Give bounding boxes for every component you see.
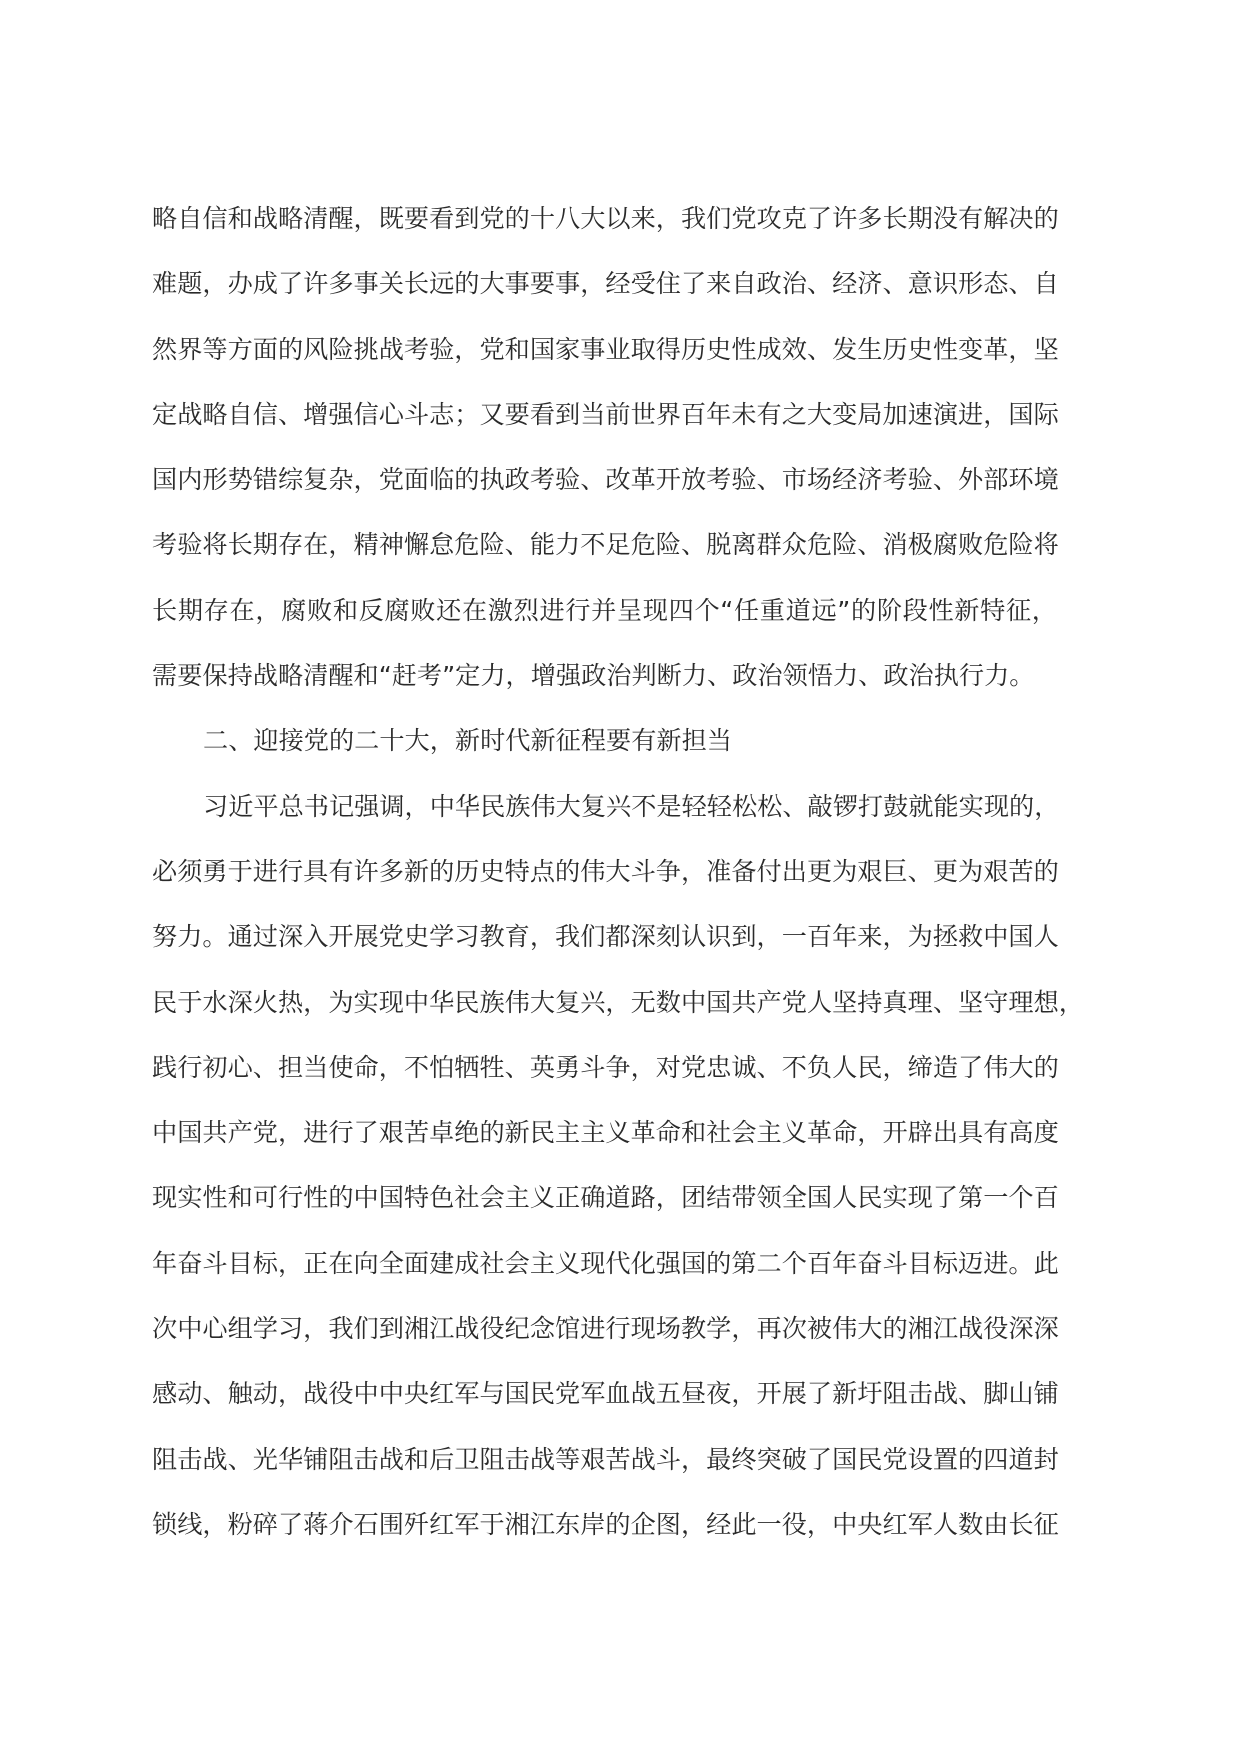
section-heading: 二、迎接党的二十大，新时代新征程要有新担当 (203, 726, 732, 756)
text-line: 需要保持战略清醒和“赶考”定力，增强政治判断力、政治领悟力、政治执行力。 (152, 661, 1035, 691)
body-text (152, 186, 1084, 1557)
text-line: 锁线，粉碎了蒋介石围歼红军于湘江东岸的企图，经此一役，中央红军人数由长征 (152, 1509, 1059, 1539)
text-line: 考验将长期存在，精神懈怠危险、能力不足危险、脱离群众危险、消极腐败危险将 (152, 530, 1059, 560)
text-line: 难题，办成了许多事关长远的大事要事，经受住了来自政治、经济、意识形态、自 (152, 269, 1059, 299)
text-line: 国内形势错综复杂，党面临的执政考验、改革开放考验、市场经济考验、外部环境 (152, 465, 1059, 495)
text-line: 感动、触动，战役中中央红军与国民党军血战五昼夜，开展了新圩阻击战、脚山铺 (152, 1379, 1059, 1409)
text-line: 略自信和战略清醒，既要看到党的十八大以来，我们党攻克了许多长期没有解决的 (152, 204, 1059, 233)
text-line: 然界等方面的风险挑战考验，党和国家事业取得历史性成效、发生历史性变革，坚 (152, 334, 1059, 364)
text-line: 现实性和可行性的中国特色社会主义正确道路，团结带领全国人民实现了第一个百 (152, 1183, 1059, 1213)
text-line: 定战略自信、增强信心斗志；又要看到当前世界百年未有之大变局加速演进，国际 (152, 399, 1059, 429)
text-line: 年奋斗目标，正在向全面建成社会主义现代化强国的第二个百年奋斗目标迈进。此 (152, 1248, 1059, 1278)
text-line: 长期存在，腐败和反腐败还在激烈进行并呈现四个“任重道远”的阶段性新特征， (152, 595, 1057, 625)
text-line: 民于水深火热，为实现中华民族伟大复兴，无数中国共产党人坚持真理、坚守理想， (152, 987, 1084, 1017)
paragraph-first-line: 习近平总书记强调，中华民族伟大复兴不是轻轻松松、敲锣打鼓就能实现的， (203, 791, 1060, 821)
text-line: 努力。通过深入开展党史学习教育，我们都深刻认识到，一百年来，为拯救中国人 (152, 922, 1059, 952)
text-line: 次中心组学习，我们到湘江战役纪念馆进行现场教学，再次被伟大的湘江战役深深 (152, 1314, 1059, 1344)
text-line: 践行初心、担当使命，不怕牺牲、英勇斗争，对党忠诚、不负人民，缔造了伟大的 (152, 1052, 1059, 1082)
text-line: 必须勇于进行具有许多新的历史特点的伟大斗争，准备付出更为艰巨、更为艰苦的 (152, 856, 1059, 886)
text-line: 中国共产党，进行了艰苦卓绝的新民主主义革命和社会主义革命，开辟出具有高度 (152, 1118, 1059, 1148)
text-line: 阻击战、光华铺阻击战和后卫阻击战等艰苦战斗，最终突破了国民党设置的四道封 (152, 1444, 1059, 1474)
